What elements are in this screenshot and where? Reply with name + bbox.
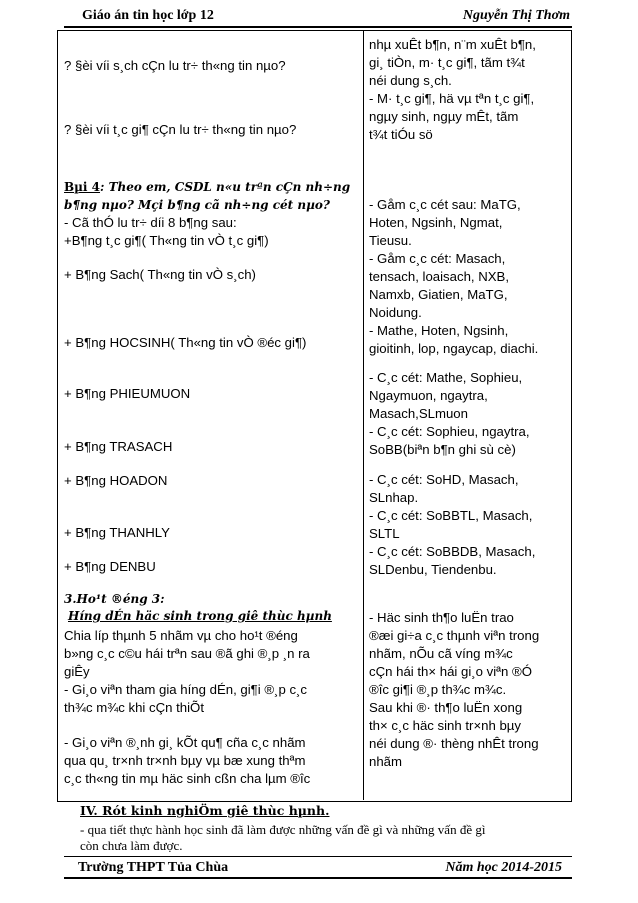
answer-line: nhãm — [369, 754, 402, 769]
list-item: + B¶ng PHIEUMUON — [64, 386, 191, 401]
answer-line: cÇn hái th× hái gi¸o viªn ®Ó — [369, 664, 533, 679]
list-item: + B¶ng HOCSINH( Th«ng tin vÒ ®éc gi¶) — [64, 335, 307, 350]
answer-line: SLTL — [369, 526, 400, 541]
answer-line: - C¸c cét: Sophieu, ngaytra, — [369, 424, 530, 439]
table-column-divider — [363, 30, 364, 800]
exercise-4-question-1: Theo em, CSDL n«u trªn cÇn nh÷ng — [108, 180, 351, 194]
activity-3-title: 3.Ho¹t ®éng 3: — [64, 592, 165, 606]
activity-3-subtitle: Híng dÉn häc sinh trong giê thùc hµnh — [68, 609, 332, 623]
answer-line: Masach,SLmuon — [369, 406, 468, 421]
exercise-4-question-2: b¶ng nµo? Mçi b¶ng cã nh÷ng cét nµo? — [64, 198, 330, 212]
answer-line: Noidung. — [369, 305, 422, 320]
answer-line: Sau khi ®· th¶o luËn xong — [369, 700, 523, 715]
header-right: Nguyễn Thị Thơm — [462, 8, 570, 23]
activity-line: - Gi¸o viªn ®¸nh gi¸ kÕt qu¶ cña c¸c nhãm — [64, 735, 306, 750]
list-item: + B¶ng HOADON — [64, 473, 168, 488]
answer-line: - Gåm c¸c cét: Masach, — [369, 251, 506, 266]
answer-line: - Häc sinh th¶o luËn trao — [369, 610, 514, 625]
page-header — [64, 4, 572, 28]
answer-line: SoBB(biªn b¶n ghi sù cè) — [369, 442, 516, 457]
answer-line: nhãm, nÕu cã víng m¾c — [369, 646, 513, 661]
list-item: + B¶ng DENBU — [64, 559, 156, 574]
answer-line: ngµy sinh, ngµy mÊt, tãm — [369, 109, 519, 124]
answer-line: Ngaymuon, ngaytra, — [369, 388, 488, 403]
answer-line: - C¸c cét: SoBBDB, Masach, — [369, 544, 536, 559]
answer-line: ®îc gi¶i ®¸p th¾c m¾c. — [369, 682, 507, 697]
answer-line: - C¸c cét: Mathe, Sophieu, — [369, 370, 523, 385]
answer-line: - Gåm c¸c cét sau: MaTG, — [369, 197, 521, 212]
answer-line: ®æi gi÷a c¸c thµnh viªn trong — [369, 628, 540, 643]
activity-line: - Gi¸o viªn tham gia híng dÉn, gi¶i ®¸p c¸c — [64, 682, 308, 697]
question-authors: ? §èi víi t¸c gi¶ cÇn lu tr÷ th«ng tin nµo? — [64, 122, 297, 137]
list-item: +B¶ng t¸c gi¶( Th«ng tin vÒ t¸c gi¶) — [64, 233, 269, 248]
section-title: IV. Rót kinh nghiÖm giê thùc hµnh. — [80, 803, 330, 818]
answer-line: - C¸c cét: SoBBTL, Masach, — [369, 508, 533, 523]
exercise-4-separator: : — [100, 180, 109, 194]
list-item: + B¶ng THANHLY — [64, 525, 170, 540]
answer-line: - Mathe, Hoten, Ngsinh, — [369, 323, 509, 338]
answer-line: tensach, loaisach, NXB, — [369, 269, 510, 284]
activity-line: b»ng c¸c c©u hái trªn sau ®ã ghi ®¸p ¸n ra — [64, 646, 310, 661]
answer-line: gioitinh, lop, ngaycap, diachi. — [369, 341, 539, 356]
answer-line: néi dung s¸ch. — [369, 73, 452, 88]
list-item: - Cã thÓ lu tr÷ díi 8 b¶ng sau: — [64, 215, 237, 230]
activity-line: c¸c th«ng tin mµ häc sinh cßn cha lµm ®îc — [64, 771, 311, 786]
answer-line: Namxb, Giatien, MaTG, — [369, 287, 508, 302]
activity-line: th¾c m¾c khi cÇn thiÕt — [64, 700, 204, 715]
header-left: Giáo án tin học lớp 12 — [82, 8, 214, 23]
answer-line: SLnhap. — [369, 490, 419, 505]
exercise-4-label: Bµi 4 — [64, 180, 101, 194]
answer-line: gi¸ tiÒn, m· t¸c gi¶, tãm t¾t — [369, 55, 525, 70]
activity-line: giÊy — [64, 664, 90, 679]
list-item: + B¶ng Sach( Th«ng tin vÒ s¸ch) — [64, 267, 256, 282]
footer-left: Trường THPT Tủa Chùa — [78, 860, 229, 875]
answer-line: - M· t¸c gi¶, hä vµ tªn t¸c gi¶, — [369, 91, 535, 106]
answer-line: SLDenbu, Tiendenbu. — [369, 562, 497, 577]
answer-line: Hoten, Ngsinh, Ngmat, — [369, 215, 503, 230]
section-note: còn chưa làm được. — [80, 838, 183, 853]
answer-line: néi dung ®· thèng nhÊt trong — [369, 736, 539, 751]
footer-right: Năm học 2014-2015 — [445, 860, 562, 875]
page-footer — [64, 856, 572, 879]
activity-line: qua qu¸ tr×nh tr×nh bµy vµ bæ xung thªm — [64, 753, 306, 768]
exercise-4-heading — [64, 178, 350, 197]
answer-line: t¾t tiÓu sö — [369, 127, 433, 142]
question-books: ? §èi víi s¸ch cÇn lu tr÷ th«ng tin nµo? — [64, 58, 286, 73]
answer-line: Tieusu. — [369, 233, 412, 248]
answer-line: - C¸c cét: SoHD, Masach, — [369, 472, 519, 487]
answer-line: nhµ xuÊt b¶n, n¨m xuÊt b¶n, — [369, 37, 536, 52]
answer-line: th× c¸c häc sinh tr×nh bµy — [369, 718, 522, 733]
list-item: + B¶ng TRASACH — [64, 439, 173, 454]
activity-line: Chia líp thµnh 5 nhãm vµ cho ho¹t ®éng — [64, 628, 298, 643]
section-note: - qua tiết thực hành học sinh đã làm được những vấn đề gì và những vấn đề gì — [80, 822, 486, 837]
